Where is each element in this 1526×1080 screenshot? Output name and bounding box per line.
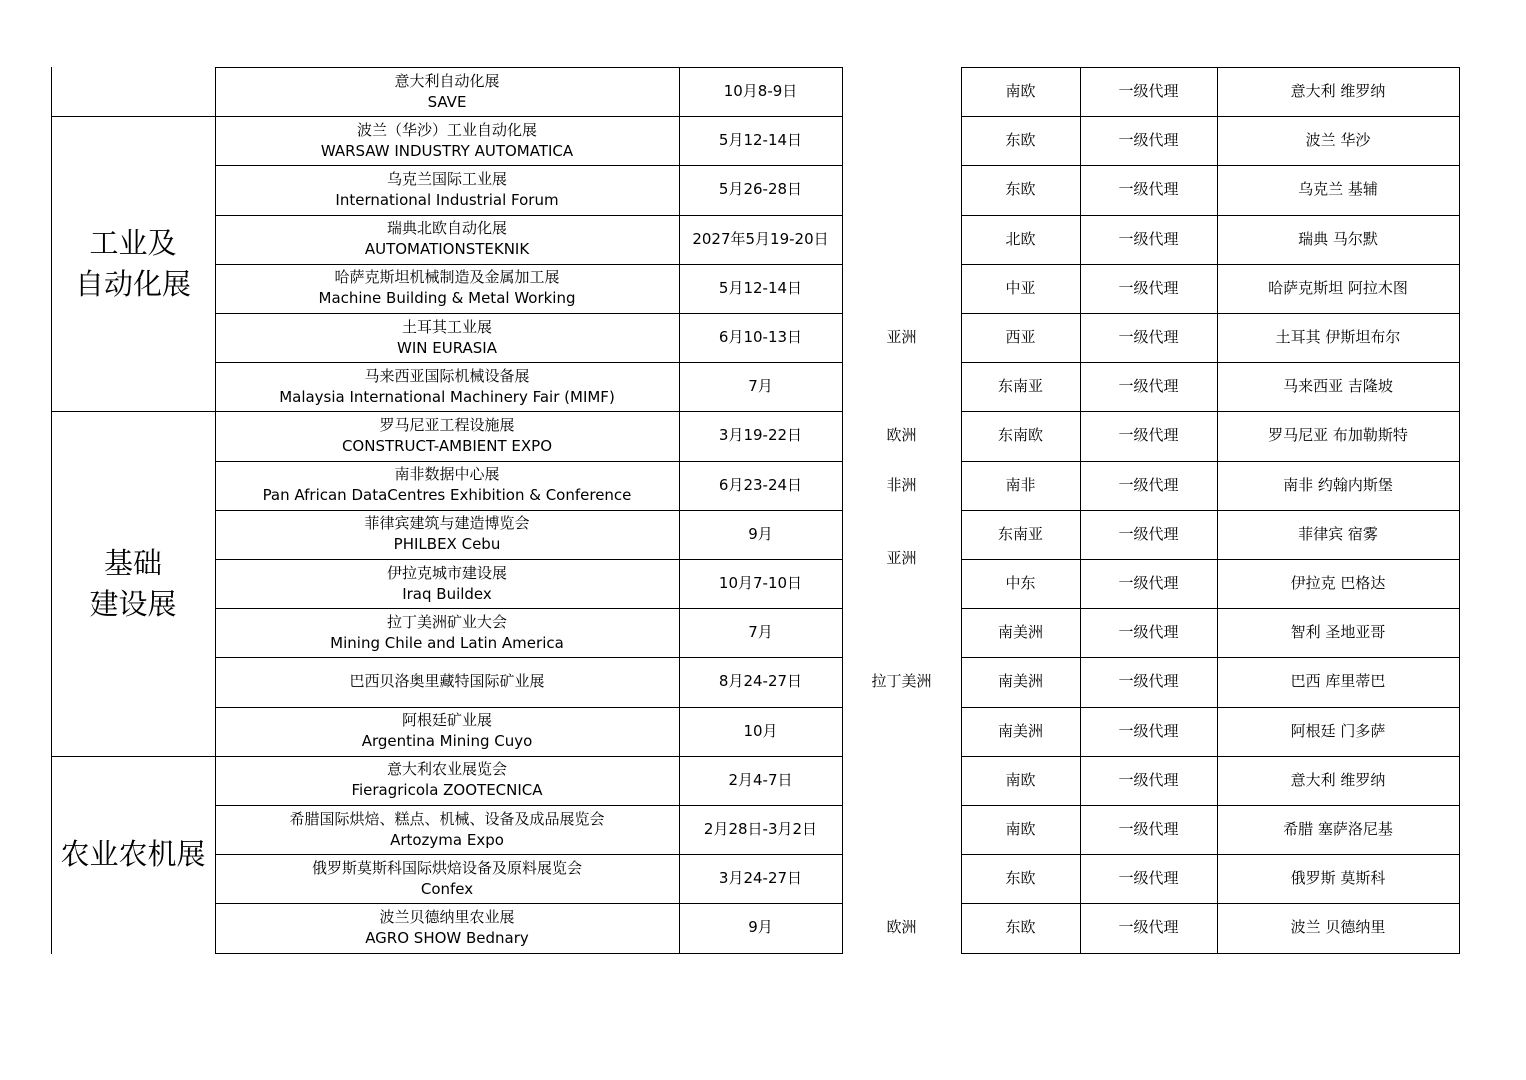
- continent-cell: [842, 411, 961, 460]
- exhibition-name-cell: [215, 362, 679, 411]
- exhibition-region: 南欧: [1005, 82, 1036, 101]
- table-gridline: [215, 215, 843, 216]
- category-cell: [51, 67, 215, 116]
- continent-label: 亚洲: [886, 328, 917, 347]
- table-gridline: [51, 67, 52, 954]
- region-cell: [961, 67, 1080, 116]
- agent-level: 一级代理: [1118, 721, 1179, 740]
- continent-cell: [842, 264, 961, 412]
- exhibition-location: 乌克兰 基辅: [1298, 180, 1378, 199]
- exhibition-name-cell: [215, 461, 679, 510]
- region-cell: [961, 707, 1080, 756]
- exhibition-name-cell: [215, 215, 679, 264]
- exhibition-name-en: Confex: [420, 879, 474, 898]
- agent-level-cell: [1080, 510, 1217, 559]
- exhibition-name-en: Machine Building & Metal Working: [318, 289, 576, 308]
- exhibition-location: 南非 约翰内斯堡: [1283, 475, 1393, 494]
- table-gridline: [215, 559, 843, 560]
- table-gridline: [961, 608, 1460, 609]
- location-cell: [1217, 903, 1459, 952]
- region-cell: [961, 608, 1080, 657]
- continent-cell: [842, 903, 961, 952]
- agent-level-cell: [1080, 903, 1217, 952]
- agent-level: 一级代理: [1118, 672, 1179, 691]
- exhibition-name-cell: [215, 411, 679, 460]
- exhibition-date: 7月: [748, 623, 773, 642]
- exhibition-date: 6月23-24日: [718, 475, 803, 494]
- location-cell: [1217, 362, 1459, 411]
- table-gridline: [961, 67, 962, 954]
- exhibition-name-en: Artozyma Expo: [390, 830, 504, 849]
- location-cell: [1217, 264, 1459, 313]
- exhibition-name-cell: [215, 264, 679, 313]
- table-gridline: [961, 313, 1460, 314]
- agent-level-cell: [1080, 67, 1217, 116]
- agent-level: 一级代理: [1118, 574, 1179, 593]
- exhibition-date: 10月: [743, 721, 778, 740]
- agent-level-cell: [1080, 854, 1217, 903]
- exhibition-location: 波兰 华沙: [1305, 131, 1371, 150]
- agent-level: 一级代理: [1118, 869, 1179, 888]
- category-label: 基础: [103, 545, 162, 580]
- exhibition-name-cell: [215, 67, 679, 116]
- exhibition-name-cn: 波兰贝德纳里农业展: [379, 907, 515, 926]
- date-cell: [679, 313, 842, 362]
- exhibition-name-cn: 波兰（华沙）工业自动化展: [356, 120, 537, 139]
- agent-level-cell: [1080, 313, 1217, 362]
- exhibition-location: 巴西 库里蒂巴: [1290, 672, 1386, 691]
- exhibition-date: 6月10-13日: [718, 328, 803, 347]
- exhibition-name-cn: 希腊国际烘焙、糕点、机械、设备及成品展览会: [289, 809, 605, 828]
- exhibition-region: 中东: [1005, 574, 1036, 593]
- category-label: 工业及: [89, 225, 177, 260]
- exhibition-name-cell: [215, 657, 679, 706]
- exhibition-name-cell: [215, 707, 679, 756]
- exhibition-date: 2月28日-3月2日: [703, 820, 818, 839]
- exhibition-region: 西亚: [1005, 328, 1036, 347]
- agent-level-cell: [1080, 657, 1217, 706]
- table-gridline: [215, 805, 843, 806]
- exhibition-date: 2027年5月19-20日: [692, 229, 829, 248]
- region-cell: [961, 165, 1080, 214]
- date-cell: [679, 510, 842, 559]
- table-gridline: [215, 67, 843, 68]
- date-cell: [679, 903, 842, 952]
- region-cell: [961, 313, 1080, 362]
- region-cell: [961, 657, 1080, 706]
- continent-label: 非洲: [886, 475, 917, 494]
- agent-level: 一级代理: [1118, 820, 1179, 839]
- exhibition-name-cell: [215, 559, 679, 608]
- date-cell: [679, 657, 842, 706]
- region-cell: [961, 116, 1080, 165]
- exhibition-name-cn: 伊拉克城市建设展: [386, 563, 507, 582]
- continent-label: 亚洲: [886, 549, 917, 568]
- region-cell: [961, 411, 1080, 460]
- date-cell: [679, 756, 842, 805]
- table-gridline: [215, 165, 843, 166]
- agent-level-cell: [1080, 559, 1217, 608]
- date-cell: [679, 67, 842, 116]
- continent-cell: [842, 756, 961, 904]
- exhibition-region: 东南欧: [997, 426, 1043, 445]
- category-cell: [51, 411, 215, 755]
- agent-level: 一级代理: [1118, 524, 1179, 543]
- agent-level: 一级代理: [1118, 770, 1179, 789]
- table-gridline: [215, 707, 843, 708]
- table-gridline: [215, 756, 843, 757]
- exhibition-name-cell: [215, 116, 679, 165]
- table-gridline: [961, 953, 1460, 954]
- location-cell: [1217, 707, 1459, 756]
- exhibition-region: 南非: [1005, 475, 1036, 494]
- continent-cell: [842, 461, 961, 510]
- exhibition-date: 7月: [748, 377, 773, 396]
- continent-label: 欧洲: [886, 426, 917, 445]
- location-cell: [1217, 67, 1459, 116]
- agent-level: 一级代理: [1118, 426, 1179, 445]
- table-gridline: [961, 805, 1460, 806]
- date-cell: [679, 707, 842, 756]
- exhibition-name-en: SAVE: [427, 92, 467, 111]
- exhibition-location: 瑞典 马尔默: [1298, 229, 1378, 248]
- table-gridline: [961, 510, 1460, 511]
- exhibition-region: 南欧: [1005, 820, 1036, 839]
- table-gridline: [215, 903, 843, 904]
- table-gridline: [961, 215, 1460, 216]
- category-label: 建设展: [89, 586, 177, 621]
- table-gridline: [961, 264, 1460, 265]
- region-cell: [961, 805, 1080, 854]
- exhibition-name-cell: [215, 805, 679, 854]
- table-gridline: [215, 608, 843, 609]
- region-cell: [961, 461, 1080, 510]
- exhibition-date: 9月: [748, 918, 773, 937]
- exhibition-location: 阿根廷 门多萨: [1290, 721, 1386, 740]
- agent-level-cell: [1080, 461, 1217, 510]
- exhibition-region: 东欧: [1005, 131, 1036, 150]
- table-gridline: [961, 165, 1460, 166]
- table-gridline: [215, 854, 843, 855]
- table-gridline: [215, 116, 843, 117]
- date-cell: [679, 215, 842, 264]
- location-cell: [1217, 559, 1459, 608]
- exhibition-name-en: CONSTRUCT-AMBIENT EXPO: [341, 436, 553, 455]
- table-gridline: [215, 657, 843, 658]
- agent-level: 一级代理: [1118, 623, 1179, 642]
- location-cell: [1217, 313, 1459, 362]
- table-gridline: [215, 67, 216, 954]
- exhibition-name-cn: 阿根廷矿业展: [401, 711, 492, 730]
- agent-level-cell: [1080, 608, 1217, 657]
- exhibition-date: 10月7-10日: [718, 574, 803, 593]
- exhibition-name-cn: 哈萨克斯坦机械制造及金属加工展: [334, 268, 560, 287]
- exhibition-name-en: AGRO SHOW Bednary: [365, 928, 529, 947]
- table-gridline: [1080, 67, 1081, 954]
- exhibition-name-cn: 意大利自动化展: [394, 71, 500, 90]
- agent-level-cell: [1080, 116, 1217, 165]
- date-cell: [679, 805, 842, 854]
- exhibition-date: 2月4-7日: [728, 770, 793, 789]
- exhibition-date: 8月24-27日: [718, 672, 803, 691]
- agent-level: 一级代理: [1118, 377, 1179, 396]
- region-cell: [961, 510, 1080, 559]
- exhibition-name-cn: 巴西贝洛奥里藏特国际矿业展: [349, 672, 545, 691]
- table-gridline: [51, 116, 216, 117]
- date-cell: [679, 362, 842, 411]
- agent-level: 一级代理: [1118, 918, 1179, 937]
- location-cell: [1217, 657, 1459, 706]
- date-cell: [679, 264, 842, 313]
- exhibition-region: 东南亚: [997, 524, 1043, 543]
- region-cell: [961, 264, 1080, 313]
- exhibition-name-cell: [215, 608, 679, 657]
- region-cell: [961, 903, 1080, 952]
- exhibition-region: 南欧: [1005, 770, 1036, 789]
- table-gridline: [961, 903, 1460, 904]
- table-gridline: [961, 411, 1460, 412]
- exhibition-name-en: WIN EURASIA: [397, 338, 497, 357]
- exhibition-name-cell: [215, 903, 679, 952]
- exhibition-name-cn: 土耳其工业展: [401, 317, 492, 336]
- table-gridline: [961, 756, 1460, 757]
- agent-level-cell: [1080, 805, 1217, 854]
- continent-cell: [842, 510, 961, 608]
- exhibition-region: 北欧: [1005, 229, 1036, 248]
- exhibition-location: 希腊 塞萨洛尼基: [1283, 820, 1393, 839]
- table-gridline: [215, 461, 843, 462]
- exhibition-name-en: Malaysia International Machinery Fair (MIMF): [279, 387, 615, 406]
- agent-level-cell: [1080, 756, 1217, 805]
- region-cell: [961, 854, 1080, 903]
- table-gridline: [961, 707, 1460, 708]
- table-gridline: [961, 559, 1460, 560]
- date-cell: [679, 559, 842, 608]
- exhibition-name-en: Iraq Buildex: [402, 584, 492, 603]
- agent-level: 一级代理: [1118, 180, 1179, 199]
- exhibition-name-cn: 菲律宾建筑与建造博览会: [364, 514, 530, 533]
- agent-level-cell: [1080, 165, 1217, 214]
- exhibition-region: 南美洲: [997, 721, 1043, 740]
- table-gridline: [961, 67, 1460, 68]
- table-gridline: [679, 67, 680, 954]
- exhibition-region: 东南亚: [997, 377, 1043, 396]
- exhibition-name-cell: [215, 510, 679, 559]
- exhibition-location: 意大利 维罗纳: [1290, 770, 1386, 789]
- agent-level: 一级代理: [1118, 131, 1179, 150]
- date-cell: [679, 854, 842, 903]
- table-gridline: [51, 756, 216, 757]
- exhibition-name-en: Fieragricola ZOOTECNICA: [351, 781, 543, 800]
- table-gridline: [215, 313, 843, 314]
- agent-level: 一级代理: [1118, 278, 1179, 297]
- date-cell: [679, 165, 842, 214]
- exhibition-name-en: Pan African DataCentres Exhibition & Conference: [262, 486, 632, 505]
- exhibition-name-cn: 意大利农业展览会: [386, 760, 507, 779]
- table-gridline: [215, 362, 843, 363]
- table-gridline: [961, 362, 1460, 363]
- date-cell: [679, 608, 842, 657]
- location-cell: [1217, 116, 1459, 165]
- location-cell: [1217, 411, 1459, 460]
- region-cell: [961, 215, 1080, 264]
- exhibition-name-cn: 俄罗斯莫斯科国际烘焙设备及原料展览会: [311, 858, 582, 877]
- table-gridline: [961, 854, 1460, 855]
- exhibition-name-cell: [215, 756, 679, 805]
- location-cell: [1217, 165, 1459, 214]
- continent-cell: [842, 608, 961, 756]
- exhibition-location: 土耳其 伊斯坦布尔: [1275, 328, 1401, 347]
- agent-level: 一级代理: [1118, 475, 1179, 494]
- table-gridline: [961, 116, 1460, 117]
- table-gridline: [961, 461, 1460, 462]
- agent-level: 一级代理: [1118, 229, 1179, 248]
- continent-label: 拉丁美洲: [871, 672, 932, 691]
- exhibition-location: 菲律宾 宿雾: [1298, 524, 1378, 543]
- exhibition-region: 南美洲: [997, 672, 1043, 691]
- agent-level-cell: [1080, 362, 1217, 411]
- exhibition-location: 智利 圣地亚哥: [1290, 623, 1386, 642]
- exhibition-name-en: AUTOMATIONSTEKNIK: [364, 240, 530, 259]
- exhibition-name-cn: 罗马尼亚工程设施展: [379, 415, 515, 434]
- exhibition-location: 波兰 贝德纳里: [1290, 918, 1386, 937]
- location-cell: [1217, 854, 1459, 903]
- location-cell: [1217, 608, 1459, 657]
- exhibition-date: 5月26-28日: [718, 180, 803, 199]
- exhibition-date: 10月8-9日: [723, 82, 798, 101]
- agent-level-cell: [1080, 215, 1217, 264]
- exhibition-name-cell: [215, 165, 679, 214]
- exhibition-name-cn: 马来西亚国际机械设备展: [364, 366, 530, 385]
- region-cell: [961, 362, 1080, 411]
- table-gridline: [215, 411, 843, 412]
- table-gridline: [215, 510, 843, 511]
- exhibition-name-en: Mining Chile and Latin America: [330, 633, 564, 652]
- exhibition-name-en: International Industrial Forum: [335, 190, 559, 209]
- exhibition-name-cn: 拉丁美洲矿业大会: [386, 612, 507, 631]
- exhibition-name-cn: 南非数据中心展: [394, 465, 500, 484]
- region-cell: [961, 559, 1080, 608]
- category-cell: [51, 756, 215, 953]
- location-cell: [1217, 215, 1459, 264]
- category-label: 农业农机展: [60, 836, 206, 871]
- date-cell: [679, 116, 842, 165]
- category-label: 自动化展: [74, 266, 191, 301]
- exhibition-name-cell: [215, 854, 679, 903]
- agent-level-cell: [1080, 707, 1217, 756]
- agent-level: 一级代理: [1118, 82, 1179, 101]
- region-cell: [961, 756, 1080, 805]
- exhibition-date: 5月12-14日: [718, 278, 803, 297]
- exhibition-name-cell: [215, 313, 679, 362]
- exhibition-name-en: WARSAW INDUSTRY AUTOMATICA: [320, 141, 574, 160]
- table-gridline: [215, 953, 843, 954]
- location-cell: [1217, 510, 1459, 559]
- table-gridline: [51, 411, 216, 412]
- exhibition-name-cn: 乌克兰国际工业展: [386, 169, 507, 188]
- table-gridline: [1217, 67, 1218, 954]
- exhibition-location: 罗马尼亚 布加勒斯特: [1268, 426, 1408, 445]
- exhibition-location: 伊拉克 巴格达: [1290, 574, 1386, 593]
- exhibition-location: 马来西亚 吉隆坡: [1283, 377, 1393, 396]
- exhibition-date: 3月19-22日: [718, 426, 803, 445]
- table-gridline: [842, 67, 843, 954]
- date-cell: [679, 411, 842, 460]
- agent-level-cell: [1080, 411, 1217, 460]
- table-gridline: [961, 657, 1460, 658]
- exhibition-date: 5月12-14日: [718, 131, 803, 150]
- exhibition-date: 3月24-27日: [718, 869, 803, 888]
- continent-cell: [842, 67, 961, 264]
- exhibition-location: 俄罗斯 莫斯科: [1290, 869, 1386, 888]
- location-cell: [1217, 461, 1459, 510]
- exhibition-location: 哈萨克斯坦 阿拉木图: [1268, 278, 1408, 297]
- exhibition-date: 9月: [748, 524, 773, 543]
- exhibition-region: 东欧: [1005, 180, 1036, 199]
- location-cell: [1217, 756, 1459, 805]
- agent-level: 一级代理: [1118, 328, 1179, 347]
- exhibition-region: 东欧: [1005, 918, 1036, 937]
- exhibition-region: 南美洲: [997, 623, 1043, 642]
- exhibition-region: 东欧: [1005, 869, 1036, 888]
- continent-label: 欧洲: [886, 918, 917, 937]
- category-cell: [51, 116, 215, 411]
- exhibition-name-en: Argentina Mining Cuyo: [361, 732, 533, 751]
- exhibition-region: 中亚: [1005, 278, 1036, 297]
- exhibition-name-cn: 瑞典北欧自动化展: [386, 219, 507, 238]
- table-gridline: [1459, 67, 1460, 954]
- exhibition-name-en: PHILBEX Cebu: [393, 535, 501, 554]
- date-cell: [679, 461, 842, 510]
- exhibition-location: 意大利 维罗纳: [1290, 82, 1386, 101]
- agent-level-cell: [1080, 264, 1217, 313]
- table-gridline: [215, 264, 843, 265]
- location-cell: [1217, 805, 1459, 854]
